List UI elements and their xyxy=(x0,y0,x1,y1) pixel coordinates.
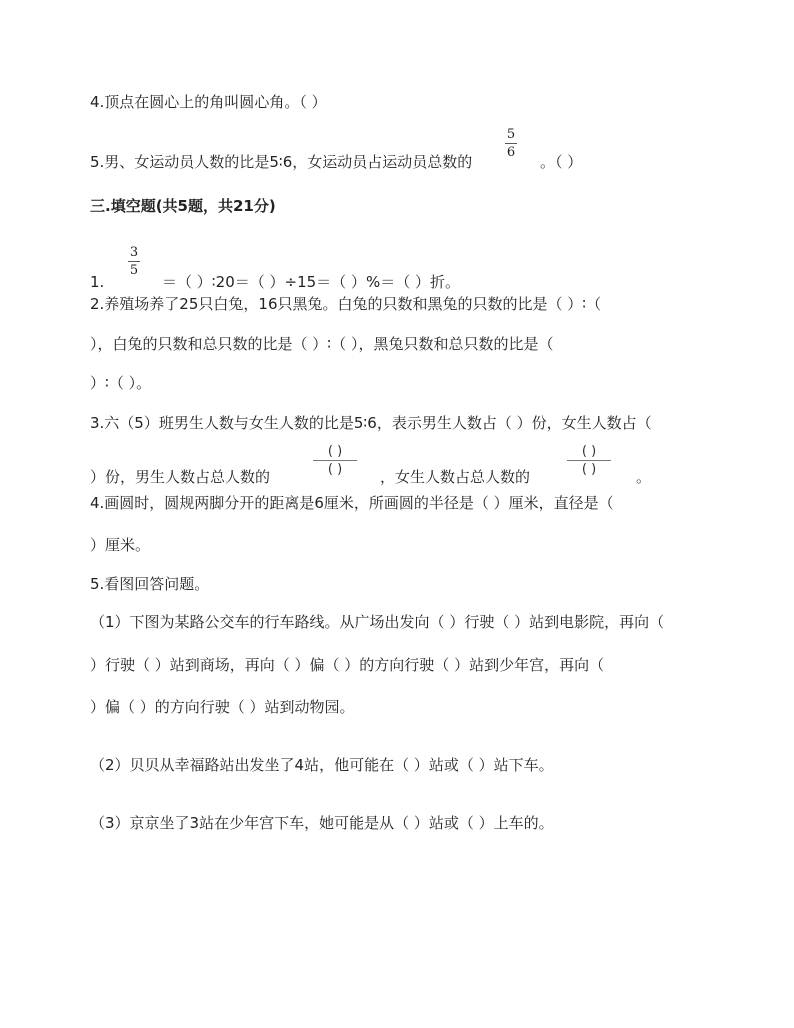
fraction-denominator: ( ) xyxy=(581,462,597,477)
fraction-bar xyxy=(505,143,517,144)
fill-q3-line2a: ）份，男生人数占总人数的 xyxy=(90,468,271,486)
fraction-bar xyxy=(128,261,140,262)
fraction-numerator: ( ) xyxy=(581,444,597,459)
judge-q5-text: 5.男、女运动员人数的比是5∶6，女运动员占运动员总数的 xyxy=(90,153,473,171)
fill-q3-blank-fraction-boys xyxy=(312,443,358,478)
fraction-numerator: 3 xyxy=(129,245,139,260)
judge-q5-fraction xyxy=(503,126,519,161)
fill-q5-part1-line3: ）偏（ ）的方向行驶（ ）站到动物园。 xyxy=(90,698,355,716)
fill-q1-fraction xyxy=(126,244,142,279)
fill-q4-line2: ）厘米。 xyxy=(90,536,151,554)
fill-q4-line1: 4.画圆时，圆规两脚分开的距离是6厘米，所画圆的半径是（ ）厘米，直径是（ xyxy=(90,494,614,512)
fill-q2-line2: ），白兔的只数和总只数的比是（ ）∶（ ），黑兔只数和总只数的比是（ xyxy=(90,335,554,353)
fraction-numerator: 5 xyxy=(506,127,516,142)
fraction-denominator: 5 xyxy=(129,263,139,278)
judge-q5-tail: 。（ ） xyxy=(540,153,583,171)
fill-q3-line2b: ，女生人数占总人数的 xyxy=(380,468,531,486)
judge-q4: 4.顶点在圆心上的角叫圆心角。（ ） xyxy=(90,93,327,111)
fill-q1-number: 1. xyxy=(90,273,105,291)
fill-q3-line1: 3.六（5）班男生人数与女生人数的比是5∶6，表示男生人数占（ ）份，女生人数占（ xyxy=(90,414,652,432)
fraction-numerator: ( ) xyxy=(327,444,343,459)
fraction-bar xyxy=(567,460,611,461)
fill-q5-title: 5.看图回答问题。 xyxy=(90,575,210,593)
fraction-denominator: ( ) xyxy=(327,462,343,477)
fill-q3-line2c: 。 xyxy=(636,468,652,486)
fill-q5-part1-line2: ）行驶（ ）站到商场，再向（ ）偏（ ）的方向行驶（ ）站到少年宫，再向（ xyxy=(90,656,605,674)
fill-q5-part2: （2）贝贝从幸福路站出发坐了4站，他可能在（ ）站或（ ）站下车。 xyxy=(90,756,554,774)
fill-q5-part1-line1: （1）下图为某路公交车的行车路线。从广场出发向（ ）行驶（ ）站到电影院，再向（ xyxy=(90,613,665,631)
fill-q1-text: ＝（ ）∶20＝（ ）÷15＝（ ）%＝（ ）折。 xyxy=(162,273,460,291)
fraction-denominator: 6 xyxy=(506,145,516,160)
fill-q3-blank-fraction-girls xyxy=(566,443,612,478)
fraction-bar xyxy=(313,460,357,461)
section-heading: 三.填空题(共5题，共21分) xyxy=(90,197,276,215)
fill-q5-part3: （3）京京坐了3站在少年宫下车，她可能是从（ ）站或（ ）上车的。 xyxy=(90,814,554,832)
fill-q2-line3: ）∶（ ）。 xyxy=(90,374,152,392)
fill-q2-line1: 2.养殖场养了25只白兔，16只黑兔。白兔的只数和黑兔的只数的比是（ ）∶（ xyxy=(90,295,602,313)
